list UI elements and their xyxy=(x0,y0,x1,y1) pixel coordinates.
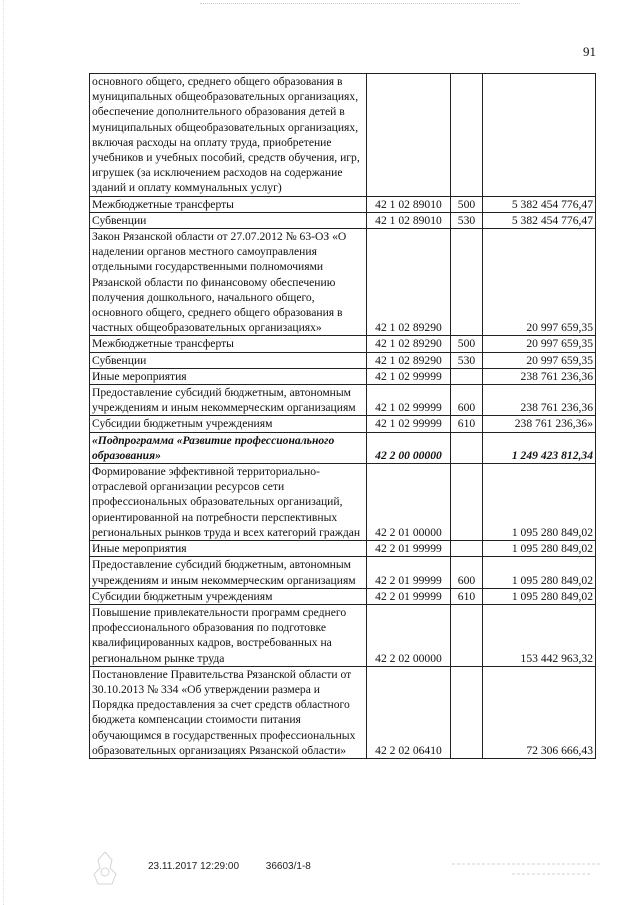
table-row xyxy=(90,464,596,541)
row-name: Межбюджетные трансферты xyxy=(90,336,367,352)
table-row xyxy=(90,416,596,432)
budget-table-body xyxy=(90,74,596,759)
row-name: Предоставление субсидий бюджетным, автономным учреждениям и иным некоммерческим организациям xyxy=(90,557,367,588)
row-name: Повышение привлекательности программ среднего профессионального образования по подготовке квалифицированных кадров, востребованных на региональном рынке труда xyxy=(90,604,367,666)
row-name: Субсидии бюджетным учреждениям xyxy=(90,588,367,604)
table-row xyxy=(90,74,596,197)
footer xyxy=(148,861,335,872)
row-type: 610 xyxy=(451,416,483,432)
row-name: Межбюджетные трансферты xyxy=(90,196,367,212)
row-amount: 5 382 454 776,47 xyxy=(483,212,596,228)
row-amount: 1 095 280 849,02 xyxy=(483,464,596,541)
row-code: 42 2 01 99999 xyxy=(367,588,451,604)
table-row xyxy=(90,541,596,557)
row-amount: 1 095 280 849,02 xyxy=(483,588,596,604)
table-row xyxy=(90,352,596,368)
row-amount: 5 382 454 776,47 xyxy=(483,196,596,212)
budget-table xyxy=(89,73,596,759)
table-row xyxy=(90,336,596,352)
row-code: 42 1 02 99999 xyxy=(367,385,451,416)
row-amount: 72 306 666,43 xyxy=(483,666,596,758)
row-type xyxy=(451,604,483,666)
row-amount: 20 997 659,35 xyxy=(483,352,596,368)
row-name: Субвенции xyxy=(90,212,367,228)
row-amount: 20 997 659,35 xyxy=(483,229,596,336)
row-code: 42 1 02 89010 xyxy=(367,212,451,228)
page-number: 91 xyxy=(583,44,596,59)
row-type xyxy=(451,666,483,758)
watermark-icon xyxy=(452,858,602,880)
row-amount: 1 095 280 849,02 xyxy=(483,541,596,557)
row-type xyxy=(451,229,483,336)
table-row xyxy=(90,385,596,416)
row-name: Субсидии бюджетным учреждениям xyxy=(90,416,367,432)
row-type: 530 xyxy=(451,352,483,368)
row-type xyxy=(451,541,483,557)
table-row xyxy=(90,229,596,336)
table-row xyxy=(90,557,596,588)
row-code: 42 2 01 99999 xyxy=(367,557,451,588)
row-name: Иные мероприятия xyxy=(90,368,367,384)
row-amount: 238 761 236,36» xyxy=(483,416,596,432)
row-amount: 20 997 659,35 xyxy=(483,336,596,352)
row-type xyxy=(451,74,483,197)
row-code: 42 2 02 06410 xyxy=(367,666,451,758)
table-row xyxy=(90,368,596,384)
row-code xyxy=(367,74,451,197)
row-code: 42 1 02 89290 xyxy=(367,352,451,368)
row-type xyxy=(451,368,483,384)
row-amount: 1 095 280 849,02 xyxy=(483,557,596,588)
row-name: Постановление Правительства Рязанской области от 30.10.2013 № 334 «Об утверждении размера и Порядка предоставления за счет средств областного бюджета компенсации стоимости питания обучающимся в государственных профессиональных образовательных организациях Рязанской области» xyxy=(90,666,367,758)
row-code: 42 1 02 99999 xyxy=(367,368,451,384)
row-code: 42 1 02 99999 xyxy=(367,416,451,432)
row-type: 600 xyxy=(451,385,483,416)
row-type: 600 xyxy=(451,557,483,588)
row-type: 500 xyxy=(451,196,483,212)
row-name: «Подпрограмма «Развитие профессионального образования» xyxy=(90,432,367,463)
scan-top-artifact xyxy=(200,3,520,8)
row-name: Иные мероприятия xyxy=(90,541,367,557)
table-row xyxy=(90,212,596,228)
footer-doc-number: 36603/1-8 xyxy=(265,861,311,872)
row-name: Субвенции xyxy=(90,352,367,368)
row-code: 42 2 01 00000 xyxy=(367,464,451,541)
row-name: Закон Рязанской области от 27.07.2012 № 63-ОЗ «О наделении органов местного самоуправления отдельными государственными полномочиями Рязанской области по финансовому обеспечению получения дошкольного, начального общего, основного общего, среднего общего образования в частных общеобразовательных организациях» xyxy=(90,229,367,336)
row-type: 610 xyxy=(451,588,483,604)
row-code: 42 2 00 00000 xyxy=(367,432,451,463)
table-row xyxy=(90,432,596,463)
row-type xyxy=(451,464,483,541)
row-amount xyxy=(483,74,596,197)
scan-side-artifact xyxy=(3,0,6,905)
row-name: Предоставление субсидий бюджетным, автономным учреждениям и иным некоммерческим организациям xyxy=(90,385,367,416)
row-name: Формирование эффективной территориально-отраслевой организации ресурсов сети профессиональных образовательных организаций, ориентированной на потребности перспективных региональных рынков труда и всех категорий граждан xyxy=(90,464,367,541)
row-code: 42 2 01 99999 xyxy=(367,541,451,557)
row-code: 42 2 02 00000 xyxy=(367,604,451,666)
row-amount: 1 249 423 812,34 xyxy=(483,432,596,463)
row-amount: 238 761 236,36 xyxy=(483,385,596,416)
table-row xyxy=(90,196,596,212)
row-type: 530 xyxy=(451,212,483,228)
row-amount: 238 761 236,36 xyxy=(483,368,596,384)
row-code: 42 1 02 89290 xyxy=(367,336,451,352)
footer-datetime: 23.11.2017 12:29:00 xyxy=(148,861,240,872)
stamp-icon xyxy=(92,850,118,886)
row-code: 42 1 02 89290 xyxy=(367,229,451,336)
row-type: 500 xyxy=(451,336,483,352)
row-name: основного общего, среднего общего образования в муниципальных общеобразовательных организациях, обеспечение дополнительного образования детей в муниципальных общеобразовательных организациях, включая расходы на оплату труда, приобретение учебников и учебных пособий, средств обучения, игр, игрушек (за исключением расходов на содержание зданий и оплату коммунальных услуг) xyxy=(90,74,367,197)
table-row xyxy=(90,588,596,604)
table-row xyxy=(90,666,596,758)
row-amount: 153 442 963,32 xyxy=(483,604,596,666)
row-code: 42 1 02 89010 xyxy=(367,196,451,212)
table-row xyxy=(90,604,596,666)
row-type xyxy=(451,432,483,463)
